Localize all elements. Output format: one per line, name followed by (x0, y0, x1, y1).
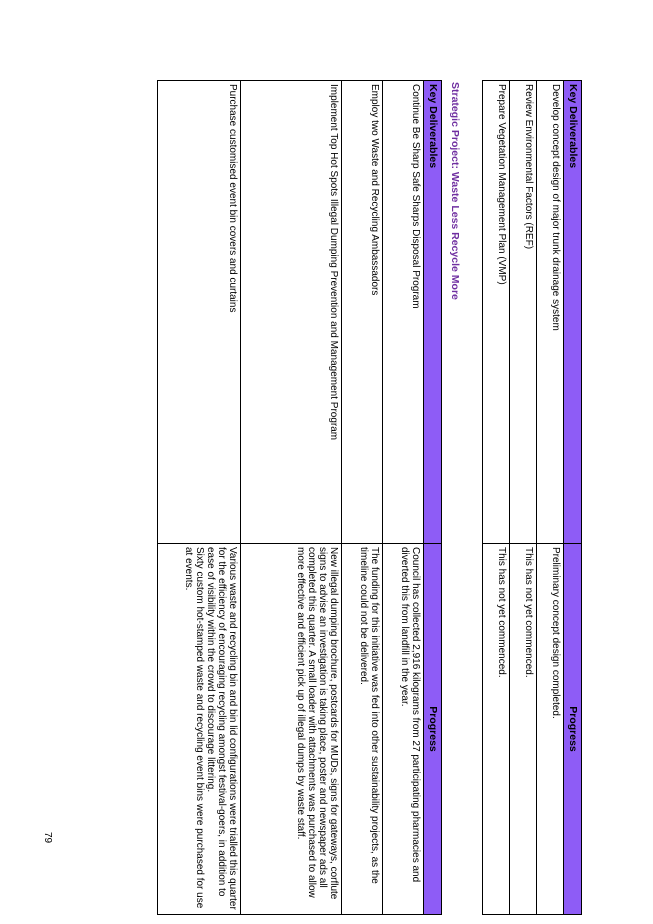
table-row (510, 81, 537, 915)
table-row (342, 81, 383, 915)
deliverables-table-1 (482, 80, 582, 915)
rotated-page-content (72, 80, 582, 910)
deliverable-cell: Purchase customised event bin covers and curtains (158, 81, 241, 544)
progress-text: The funding for this initiative was fed into other sustainability projects, as the timeline could not be delivered. (358, 547, 380, 884)
progress-cell: This has not yet commenced. (483, 544, 510, 915)
progress-cell (342, 544, 383, 915)
deliverables-table-2 (157, 80, 442, 915)
progress-text: New illegal dumping brochure, postcards for MUDs, signs for gateways, corflute signs to advise an investigation is taking place, poster and newspaper ads all completed this quarter. A small loader with attachments was purchased to allow more effective and efficient pick up of illegal dumps by waste staff. (295, 547, 339, 900)
table-row (241, 81, 342, 915)
header-progress: Progress (424, 544, 442, 915)
table-row (158, 81, 241, 915)
progress-cell (383, 544, 424, 915)
deliverable-cell: Continue Be Sharp Safe Sharps Disposal Program (383, 81, 424, 544)
progress-cell (241, 544, 342, 915)
table-header-row (424, 81, 442, 915)
progress-text: Various waste and recycling bin and bin lid configurations were trialled this quarter for the efficiency of encouraging recycling amongst festival-goers, in addition to ease of visibility within the crowd to discourage littering. (205, 547, 238, 910)
table-row (483, 81, 510, 915)
deliverable-cell: Review Environmental Factors (REF) (510, 81, 537, 544)
progress-cell (158, 544, 241, 915)
header-progress: Progress (564, 544, 582, 915)
progress-cell: This has not yet commenced. (510, 544, 537, 915)
section-heading-block (442, 80, 482, 900)
section-heading: Strategic Project: Waste Less Recycle More (449, 82, 461, 300)
table-header-row (564, 81, 582, 915)
progress-text: Sixty custom hot-stamped waste and recycling event bins were purchased for use at events. (183, 547, 205, 909)
progress-cell: Preliminary concept design completed. (537, 544, 564, 915)
table-row (537, 81, 564, 915)
deliverable-cell: Prepare Vegetation Management Plan (VMP) (483, 81, 510, 544)
progress-text: Council has collected 2,916 kilograms from 27 participating pharmacies and diverted this from landfill in the year. (399, 547, 421, 883)
deliverable-cell: Employ two Waste and Recycling Ambassadors (342, 81, 383, 544)
deliverable-cell: Develop concept design of major trunk drainage system (537, 81, 564, 544)
deliverable-cell: Implement Top Hot Spots Illegal Dumping Prevention and Management Program (241, 81, 342, 544)
page-number: 79 (42, 831, 54, 844)
header-key-deliverables: Key Deliverables (564, 81, 582, 544)
table-row (383, 81, 424, 915)
header-key-deliverables: Key Deliverables (424, 81, 442, 544)
